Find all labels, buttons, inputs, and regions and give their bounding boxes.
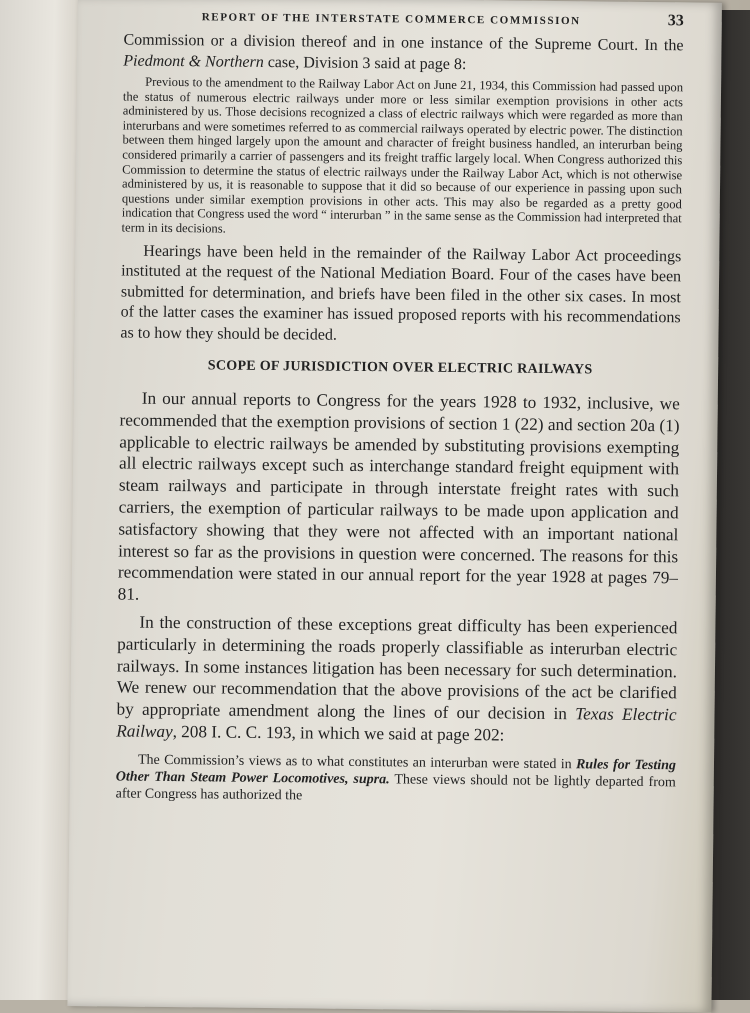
block-quote-2: [116, 751, 677, 808]
page-number: 33: [667, 12, 684, 30]
annual-report-paragraph: In our annual reports to Congress for the years 1928 to 1932, inclusive, we recommended that the exemption provisions of section 1 (22) and section 20a (1) applicable to electric railways be amended by substituting provisions exempting all electric railways except such as interchange standard freight equipment with steam railways and participate in through interstate freight rates with such carriers, the exemption of particular railways to be made upon application and satisfactory showing that they were not affected with an important national interest so far as the provisions in question were concerned. The reasons for this recommendation were stated in our annual report for the year 1928 at pages 79–81.: [117, 388, 680, 604]
construction-text-end: , 208 I. C. C. 193, in which we said at page 202:: [172, 722, 505, 745]
quote2-citation: Rules for Testing Other Than Steam Power Locomotives, supra.: [115, 757, 677, 788]
block-quote-1: Previous to the amendment to the Railway Labor Act on June 21, 1934, this Commission had passed upon the status of numerous electric railways under more or less similar exemption provisions in other acts administered by us. Those decisions recognized a class of electric railways which were regarded as more than interurbans and were sometimes referred to as commercial railways operated by electric power. The distinction between them hinged largely upon the amount and character of freight business handled, an interurban being considered primarily a carrier of passengers and its freight traffic largely local. When Congress authorized this Commission to determine the status of electric railways under the Railway Labor Act, which is not otherwise administered by us, it is reasonable to suppose that it did so because of our experience in passing upon such questions under similar exemption provisions in other acts. This may also be regarded as a pretty good indication that Congress used the word “ interurban ” in the same sense as the Commission had interpreted that term in its decisions.: [121, 74, 684, 236]
section-heading: SCOPE OF JURISDICTION OVER ELECTRIC RAILWAYS: [207, 358, 593, 378]
quote2-text: The Commission’s views as to what constitutes an interurban were stated in: [137, 752, 577, 773]
page-content: [115, 6, 683, 814]
intro-text-end: case, Division 3 said at page 8:: [263, 53, 467, 73]
hearings-paragraph: Hearings have been held in the remainder of the Railway Labor Act proceedings instituted at the request of the National Mediation Board. Four of the cases have been submitted for determination, and briefs have been filed in the other six cases. In most of the latter cases the examiner has issued proposed reports with his recommendations as to how they should be decided.: [120, 242, 682, 344]
construction-paragraph: [116, 611, 677, 748]
construction-text: In the construction of these exceptions great difficulty has been experienced particularly in determining the roads properly classifiable as interurban electric railways. In some instances litigation has been necessary for such determination. We renew our recommendation that the above provisions of the act be clarified by appropriate amendment along the lines of our decision in: [116, 612, 678, 724]
quote2-text-end: These views should not be lightly departed from after Congress has authorized the: [115, 772, 676, 804]
running-head-title: REPORT OF THE INTERSTATE COMMERCE COMMISSION: [201, 11, 581, 28]
case-name-texas: Texas Electric Railway: [116, 704, 677, 742]
intro-paragraph: [123, 30, 683, 77]
running-head: [124, 6, 684, 30]
book-page: [67, 0, 722, 1013]
intro-text: Commission or a division thereof and in one instance of the Supreme Court. In the: [123, 31, 684, 55]
case-name: Piedmont & Northern: [123, 51, 264, 71]
